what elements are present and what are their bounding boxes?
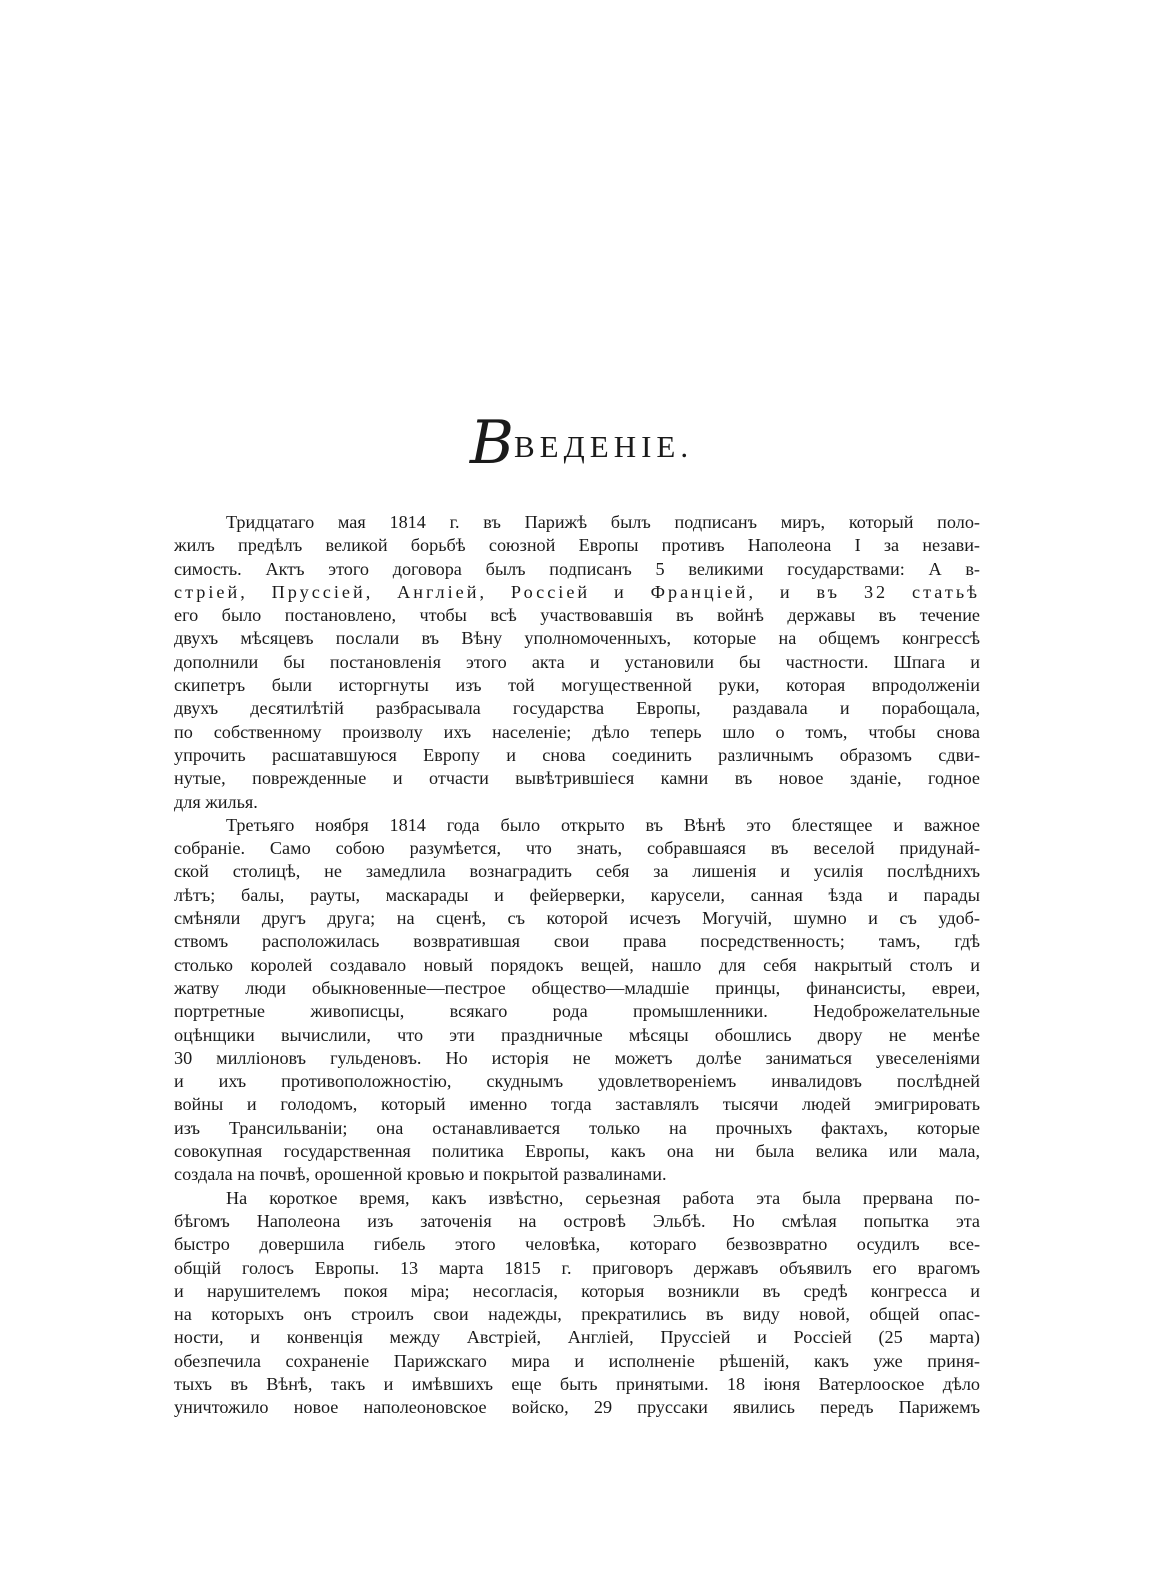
text-line: упрочить расшатавшуюся Европу и снова соединить различнымъ образомъ сдви- bbox=[174, 744, 980, 765]
text-line: быстро довершила гибель этого человѣка, котораго безвозвратно осудилъ все- bbox=[174, 1234, 980, 1255]
text-line: дополнили бы постановленія этого акта и установили бы частности. Шпага и bbox=[174, 651, 980, 672]
text-line: скипетръ были исторгнуты изъ той могущественной руки, которая впродолженіи bbox=[174, 675, 980, 696]
text-line: для жилья. bbox=[174, 791, 258, 812]
text-line: двухъ десятилѣтій разбрасывала государства Европы, раздавала и порабощала, bbox=[174, 698, 980, 719]
text-line: общій голосъ Европы. 13 марта 1815 г. приговоръ державъ объявилъ его врагомъ bbox=[174, 1257, 980, 1278]
text-line: обезпечила сохраненіе Парижскаго мира и исполненіе рѣшеній, какъ уже приня- bbox=[174, 1350, 980, 1371]
text-line: столько королей создавало новый порядокъ вещей, нашло для себя накрытый столъ и bbox=[174, 954, 980, 975]
text-line: ности, и конвенція между Австріей, Англіей, Пруссіей и Россіей (25 марта) bbox=[174, 1327, 980, 1348]
text-line: войны и голодомъ, который именно тогда заставлялъ тысячи людей эмигрировать bbox=[174, 1094, 980, 1115]
text-line: по собственному произволу ихъ населеніе; дѣло теперь шло о томъ, чтобы снова bbox=[174, 721, 980, 742]
text-line: 30 милліоновъ гульденовъ. Но исторія не можетъ долѣе заниматься увеселеніями bbox=[174, 1047, 980, 1068]
text-line: симость. Актъ этого договора былъ подписанъ 5 великими государствами: А в- bbox=[174, 558, 980, 579]
text-line: его было постановлено, чтобы всѣ участвовавшія въ войнѣ державы въ течение bbox=[174, 605, 980, 626]
text-line: изъ Трансильваніи; она останавливается только на прочныхъ фактахъ, которые bbox=[174, 1117, 980, 1138]
text-line: нутые, поврежденные и отчасти вывѣтрившіеся камни въ новое зданіе, годное bbox=[174, 768, 980, 789]
text-line: жатву люди обыкновенные—пестрое общество—младшіе принцы, финансисты, евреи, bbox=[174, 977, 980, 998]
text-line: Тридцатаго мая 1814 г. въ Парижѣ былъ подписанъ миръ, который поло- bbox=[226, 512, 980, 532]
text-line: уничтожило новое наполеоновское войско, 29 пруссаки явились передъ Парижемъ bbox=[174, 1397, 980, 1418]
text-line: тыхъ въ Вѣнѣ, такъ и имѣвшихъ еще быть принятыми. 18 іюня Ватерлооское дѣло bbox=[174, 1373, 980, 1394]
text-line: совокупная государственная политика Европы, какъ она ни была велика или мала, bbox=[174, 1141, 980, 1162]
text-line: жилъ предѣлъ великой борьбѣ союзной Европы противъ Наполеона I за незави- bbox=[174, 535, 980, 556]
text-line: и ихъ противоположностію, скуднымъ удовлетвореніемъ инвалидовъ послѣдней bbox=[174, 1071, 980, 1092]
text-line: бѣгомъ Наполеона изъ заточенія на островѣ Эльбѣ. Но смѣлая попытка эта bbox=[174, 1210, 980, 1231]
text-line: двухъ мѣсяцевъ послали въ Вѣну уполномоченныхъ, которые на общемъ конгрессѣ bbox=[174, 628, 980, 649]
text-line: ствомъ расположилась возвратившая свои права посредственность; тамъ, гдѣ bbox=[174, 931, 980, 952]
text-line: оцѣнщики вычислили, что эти праздничные мѣсяцы обошлись двору не менѣе bbox=[174, 1024, 980, 1045]
text-line: лѣтъ; балы, рауты, маскарады и фейерверки, карусели, санная ѣзда и парады bbox=[174, 884, 980, 905]
chapter-title bbox=[0, 408, 1163, 478]
text-line: портретные живописцы, всякаго рода промышленники. Недоброжелательные bbox=[174, 1001, 980, 1022]
title-initial-letter: В bbox=[469, 408, 514, 478]
text-line: ской столицѣ, не замедлила вознаградить себя за лишенія и усилія послѣднихъ bbox=[174, 861, 980, 882]
body-text bbox=[174, 511, 980, 1420]
text-line: стріей, Пруссіей, Англіей, Россіей и Франціей, и въ 32 статьѣ bbox=[174, 581, 980, 602]
text-line: на которыхъ онъ строилъ свои надежды, прекратились въ виду новой, общей опас- bbox=[174, 1304, 980, 1325]
text-line: создала на почвѣ, орошенной кровью и покрытой развалинами. bbox=[174, 1164, 667, 1185]
text-line: Третьяго ноября 1814 года было открыто въ Вѣнѣ это блестящее и важное bbox=[226, 814, 980, 835]
title-text: ВЕДЕНІЕ. bbox=[514, 429, 694, 464]
text-line: собраніе. Само собою разумѣется, что знать, собравшаяся въ веселой придунай- bbox=[174, 838, 980, 859]
text-line: и нарушителемъ покоя міра; несогласія, которыя возникли въ средѣ конгресса и bbox=[174, 1280, 980, 1301]
text-line: смѣняли другъ друга; на сценѣ, съ которой исчезъ Могучій, шумно и съ удоб- bbox=[174, 908, 980, 929]
text-line: На короткое время, какъ извѣстно, серьезная работа эта была прервана по- bbox=[226, 1187, 980, 1208]
